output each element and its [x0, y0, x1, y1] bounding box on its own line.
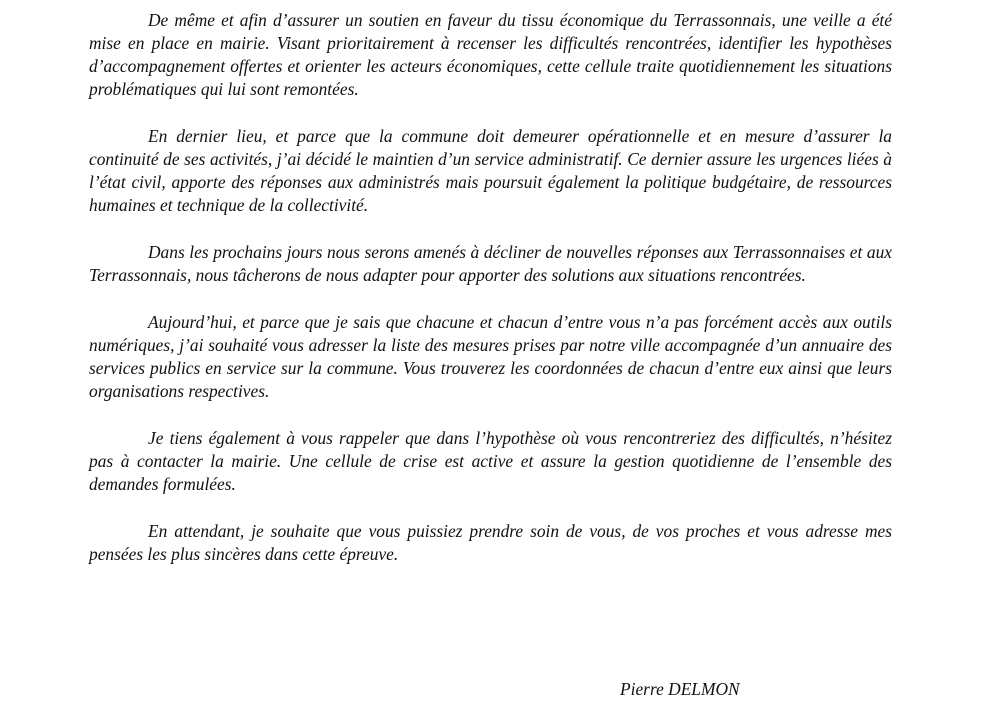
paragraph-crisis-cell: Je tiens également à vous rappeler que dans l’hypothèse où vous rencontreriez des difficultés, n’hésitez pas à contacter la mairie. Une cellule de crise est active et assure la gestion quotidienne de l’ensemble des demandes formulées.	[89, 428, 892, 494]
signature-name: Pierre DELMON	[620, 679, 740, 699]
paragraph-administrative-service: En dernier lieu, et parce que la commune doit demeurer opérationnelle et en mesure d’assurer la continuité de ses activités, j’ai décidé le maintien d’un service administratif. Ce dernier assure les urgences liées à l’état civil, apporte des réponses aux administrés mais poursuit également la politique budgétaire, de ressources humaines et technique de la collectivité.	[89, 126, 892, 215]
letter-body	[89, 9, 892, 590]
paragraph-economic-support: De même et afin d’assurer un soutien en faveur du tissu économique du Terrassonnais, une veille a été mise en place en mairie. Visant prioritairement à recenser les difficultés rencontrées, identifier les hypothèses d’accompagnement offertes et orienter les acteurs économiques, cette cellule traite quotidiennement les situations problématiques qui lui sont remontées.	[89, 10, 892, 99]
paragraph-upcoming-responses: Dans les prochains jours nous serons amenés à décliner de nouvelles réponses aux Terrassonnaises et aux Terrassonnais, nous tâcherons de nous adapter pour apporter des solutions aux situations rencontrées.	[89, 242, 892, 285]
paragraph-measures-list: Aujourd’hui, et parce que je sais que chacune et chacun d’entre vous n’a pas forcément accès aux outils numériques, j’ai souhaité vous adresser la liste des mesures prises par notre ville accompagnée d’un annuaire des services publics en service sur la commune. Vous trouverez les coordonnées de chacun d’entre eux ainsi que leurs organisations respectives.	[89, 312, 892, 401]
paragraph-closing: En attendant, je souhaite que vous puissiez prendre soin de vous, de vos proches et vous adresse mes pensées les plus sincères dans cette épreuve.	[89, 521, 892, 564]
